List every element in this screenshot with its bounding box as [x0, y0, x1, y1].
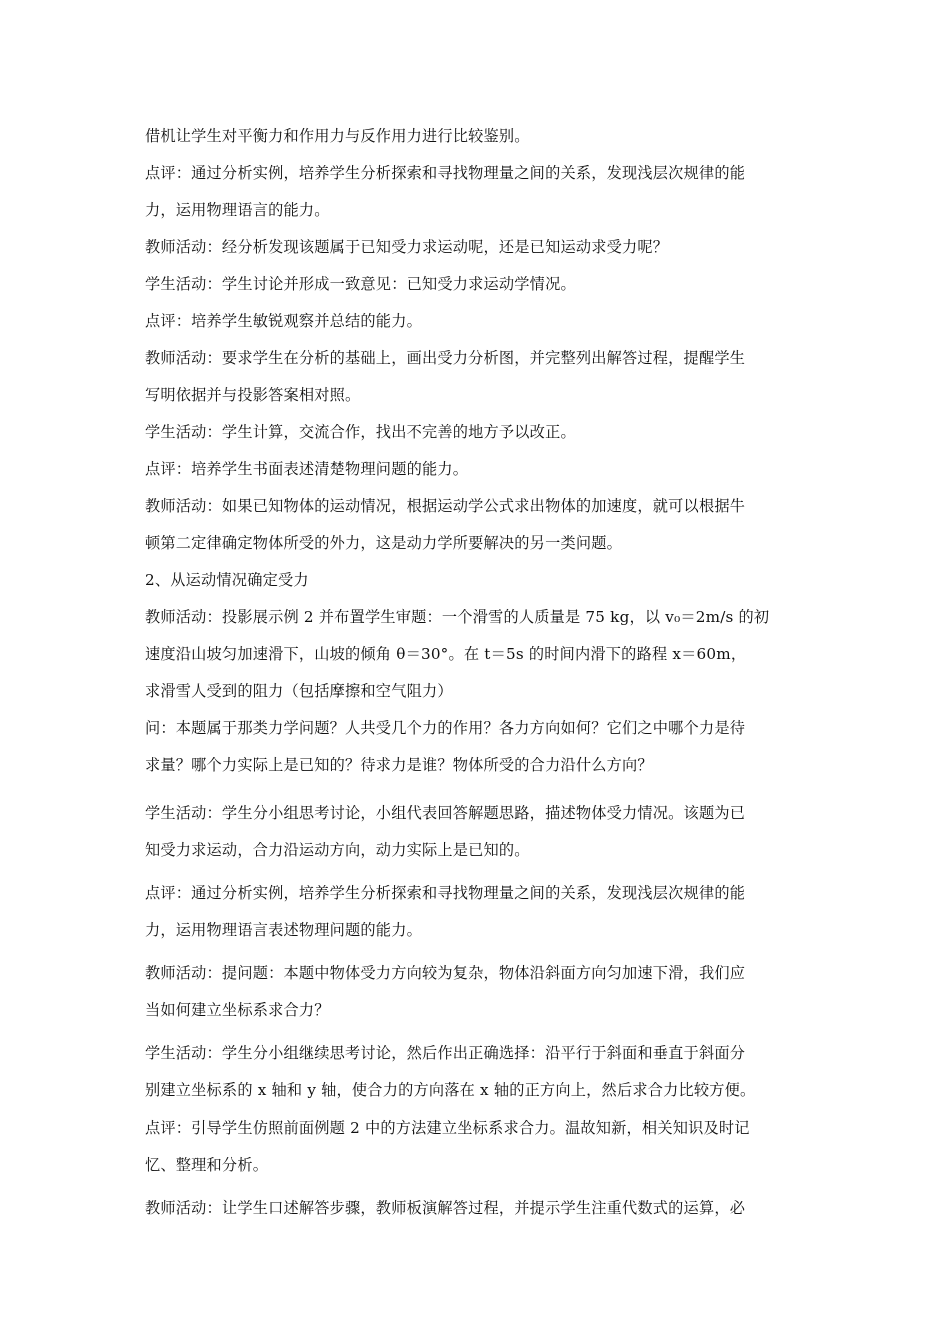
paragraph-4: [145, 266, 810, 303]
paragraph-13: [145, 795, 810, 869]
text-line: 教师活动：提问题：本题中物体受力方向较为复杂，物体沿斜面方向匀加速下滑，我们应: [145, 964, 746, 982]
paragraph-7: [145, 414, 810, 451]
paragraph-6: [145, 340, 810, 414]
text-line: 力，运用物理语言的能力。: [145, 201, 330, 219]
text-line: 别建立坐标系的 x 轴和 y 轴，使合力的方向落在 x 轴的正方向上，然后求合力比较方便。: [145, 1081, 756, 1099]
paragraph-17: [145, 1110, 810, 1184]
paragraph-2: [145, 155, 810, 229]
text-line: 问：本题属于那类力学问题？人共受几个力的作用？各力方向如何？它们之中哪个力是待: [145, 719, 746, 737]
text-line: 点评：通过分析实例，培养学生分析探索和寻找物理量之间的关系，发现浅层次规律的能: [145, 164, 746, 182]
text-line: 忆、整理和分析。: [145, 1156, 269, 1174]
paragraph-3: [145, 229, 810, 266]
text-line: 点评：通过分析实例，培养学生分析探索和寻找物理量之间的关系，发现浅层次规律的能: [145, 884, 746, 902]
paragraph-1: [145, 118, 810, 155]
text-line: 借机让学生对平衡力和作用力与反作用力进行比较鉴别。: [145, 127, 530, 145]
text-line: 教师活动：投影展示例 2 并布置学生审题：一个滑雪的人质量是 75 kg，以 v₀＝2m/s 的初: [145, 608, 770, 626]
text-line: 求滑雪人受到的阻力（包括摩擦和空气阻力）: [145, 682, 453, 700]
paragraph-18: [145, 1190, 810, 1227]
paragraph-5: [145, 303, 810, 340]
paragraph-11: [145, 599, 810, 710]
section-heading: [145, 562, 810, 599]
paragraph-15: [145, 955, 810, 1029]
text-line: 教师活动：经分析发现该题属于已知受力求运动呢，还是已知运动求受力呢？: [145, 238, 669, 256]
text-line: 写明依据并与投影答案相对照。: [145, 386, 361, 404]
paragraph-8: [145, 451, 810, 488]
text-line: 学生活动：学生计算，交流合作，找出不完善的地方予以改正。: [145, 423, 576, 441]
text-line: 学生活动：学生讨论并形成一致意见：已知受力求运动学情况。: [145, 275, 576, 293]
text-line: 知受力求运动，合力沿运动方向，动力实际上是已知的。: [145, 841, 530, 859]
paragraph-9: [145, 488, 810, 562]
text-line: 速度沿山坡匀加速滑下，山坡的倾角 θ＝30°。在 t＝5s 的时间内滑下的路程 x＝60m，: [145, 645, 747, 663]
text-line: 点评：引导学生仿照前面例题 2 中的方法建立坐标系求合力。温故知新，相关知识及时记: [145, 1119, 750, 1137]
text-line: 点评：培养学生书面表述清楚物理问题的能力。: [145, 460, 469, 478]
text-line: 学生活动：学生分小组思考讨论，小组代表回答解题思路，描述物体受力情况。该题为已: [145, 804, 746, 822]
text-line: 教师活动：如果已知物体的运动情况，根据运动学公式求出物体的加速度，就可以根据牛: [145, 497, 746, 515]
text-line: 教师活动：让学生口述解答步骤，教师板演解答过程，并提示学生注重代数式的运算，必: [145, 1199, 746, 1217]
paragraph-16: [145, 1035, 810, 1109]
text-line: 点评：培养学生敏锐观察并总结的能力。: [145, 312, 422, 330]
text-line: 当如何建立坐标系求合力？: [145, 1001, 330, 1019]
text-line: 顿第二定律确定物体所受的外力，这是动力学所要解决的另一类问题。: [145, 534, 623, 552]
paragraph-12: [145, 710, 810, 784]
text-line: 学生活动：学生分小组继续思考讨论，然后作出正确选择：沿平行于斜面和垂直于斜面分: [145, 1044, 746, 1062]
paragraph-14: [145, 875, 810, 949]
text-line: 教师活动：要求学生在分析的基础上，画出受力分析图，并完整列出解答过程，提醒学生: [145, 349, 746, 367]
text-line: 求量？哪个力实际上是已知的？待求力是谁？物体所受的合力沿什么方向？: [145, 756, 653, 774]
text-line: 力，运用物理语言表述物理问题的能力。: [145, 921, 422, 939]
text-line: 2、从运动情况确定受力: [145, 571, 309, 589]
